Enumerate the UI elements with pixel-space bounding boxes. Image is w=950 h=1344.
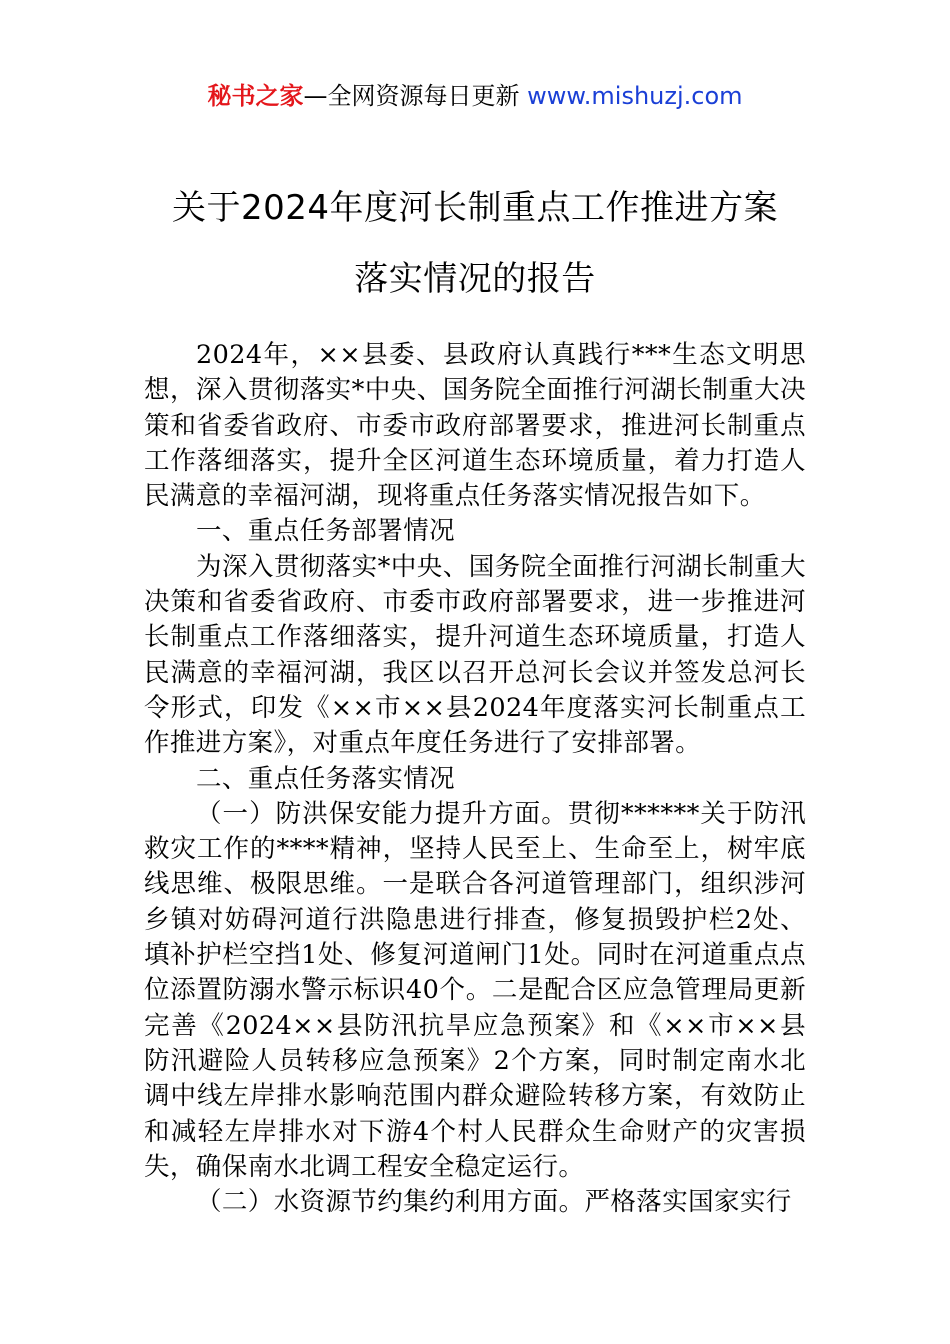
body-paragraph: （一）防洪保安能力提升方面。贯彻******关于防汛救灾工作的****精神，坚持人民至上、生命至上，树牢底线思维、极限思维。一是联合各河道管理部门，组织涉河乡镇对妨碍河道行洪隐患进行排查，修复损毁护栏2处、填补护栏空挡1处、修复河道闸门1处。同时在河道重点点位添置防溺水警示标识40个。二是配合区应急管理局更新完善《2024××县防汛抗旱应急预案》和《××市××县防汛避险人员转移应急预案》2个方案，同时制定南水北调中线左岸排水影响范围内群众避险转移方案，有效防止和减轻左岸排水对下游4个村人民群众生命财产的灾害损失，确保南水北调工程安全稳定运行。 [144,798,806,1182]
document-title-line-2: 落实情况的报告 [354,259,596,299]
site-header [0,78,950,114]
section-heading-2: 二、重点任务落实情况 [196,763,456,794]
body-paragraph: （二）水资源节约集约利用方面。严格落实国家实行 [196,1187,792,1218]
document-body [144,338,806,1220]
intro-paragraph: 2024年，××县委、县政府认真践行***生态文明思想，深入贯彻落实*中央、国务院全面推行河湖长制重大决策和省委省政府、市委市政府部署要求，推进河长制重点工作落细落实，提升全区河道生态环境质量，着力打造人民满意的幸福河湖，现将重点任务落实情况报告如下。 [144,340,806,512]
site-slogan: —全网资源每日更新 [303,82,520,110]
section-heading-1: 一、重点任务部署情况 [196,516,456,547]
site-brand: 秘书之家 [207,82,304,110]
document-title-line-1: 关于2024年度河长制重点工作推进方案 [171,188,779,228]
body-paragraph: 为深入贯彻落实*中央、国务院全面推行河湖长制重大决策和省委省政府、市委市政府部署要求，进一步推进河长制重点工作落细落实，提升河道生态环境质量，打造人民满意的幸福河湖，我区以召开总河长会议并签发总河长令形式，印发《××市××县2024年度落实河长制重点工作推进方案》，对重点年度任务进行了安排部署。 [144,551,806,759]
site-url-link[interactable]: www.mishuzj.com [527,82,743,110]
